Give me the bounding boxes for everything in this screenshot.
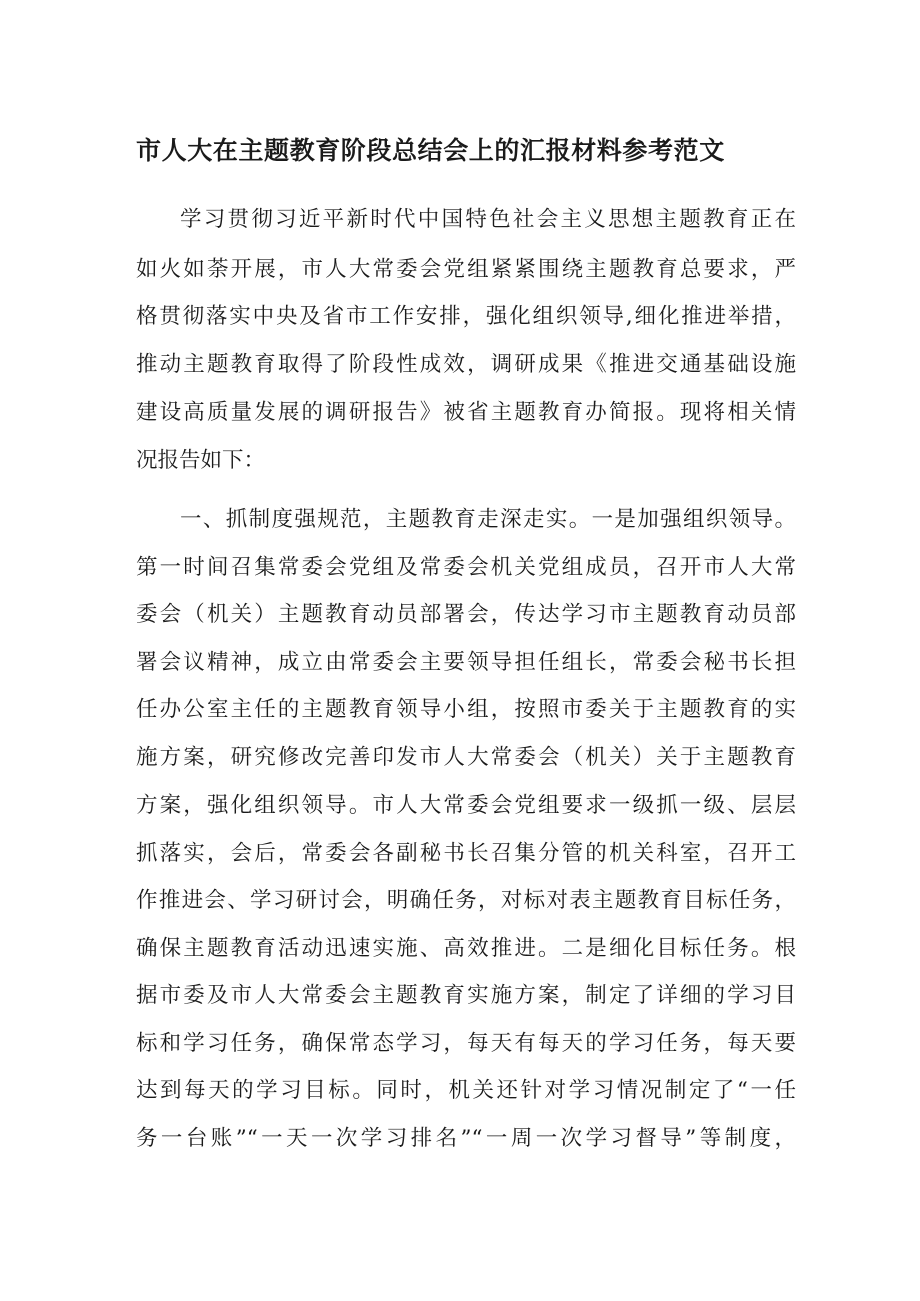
- paragraph-1-line-3: 格贯彻落实中央及省市工作安排，强化组织领导,细化推进举措，: [136, 304, 796, 329]
- paragraph-2-line-5: 任办公室主任的主题教育领导小组，按照市委关于主题教育的实: [136, 697, 796, 722]
- document-title: 市人大在主题教育阶段总结会上的汇报材料参考范文: [136, 136, 725, 165]
- paragraph-2-line-9: 作推进会、学习研讨会，明确任务，对标对表主题教育目标任务，: [136, 888, 796, 913]
- paragraph-2-line-11: 据市委及市人大常委会主题教育实施方案，制定了详细的学习目: [136, 983, 796, 1008]
- paragraph-2-line-3: 委会（机关）主题教育动员部署会，传达学习市主题教育动员部: [136, 602, 796, 627]
- paragraph-2-line-13: 达到每天的学习目标。同时，机关还针对学习情况制定了“一任: [136, 1078, 796, 1103]
- paragraph-1-line-5: 建设高质量发展的调研报告》被省主题教育办简报。现将相关情: [136, 400, 796, 425]
- paragraph-1-line-4: 推动主题教育取得了阶段性成效，调研成果《推进交通基础设施: [136, 352, 796, 377]
- paragraph-2-line-1: 一、抓制度强规范，主题教育走深走实。一是加强组织领导。: [180, 507, 796, 532]
- paragraph-1-line-6: 况报告如下：: [136, 448, 266, 473]
- paragraph-2-line-14: 务一台账”“一天一次学习排名”“一周一次学习督导”等制度，: [136, 1126, 796, 1151]
- paragraph-2-line-10: 确保主题教育活动迅速实施、高效推进。二是细化目标任务。根: [136, 936, 796, 961]
- paragraph-2-line-12: 标和学习任务，确保常态学习，每天有每天的学习任务，每天要: [136, 1031, 796, 1056]
- paragraph-2-line-4: 署会议精神，成立由常委会主要领导担任组长，常委会秘书长担: [136, 650, 796, 675]
- paragraph-2-line-2: 第一时间召集常委会党组及常委会机关党组成员，召开市人大常: [136, 555, 796, 580]
- paragraph-2-line-7: 方案，强化组织领导。市人大常委会党组要求一级抓一级、层层: [136, 793, 796, 818]
- paragraph-2-line-6: 施方案，研究修改完善印发市人大常委会（机关）关于主题教育: [136, 745, 796, 770]
- paragraph-1-line-2: 如火如荼开展，市人大常委会党组紧紧围绕主题教育总要求，严: [136, 257, 796, 282]
- paragraph-1-line-1: 学习贯彻习近平新时代中国特色社会主义思想主题教育正在: [180, 207, 796, 232]
- paragraph-2-line-8: 抓落实，会后，常委会各副秘书长召集分管的机关科室，召开工: [136, 841, 796, 866]
